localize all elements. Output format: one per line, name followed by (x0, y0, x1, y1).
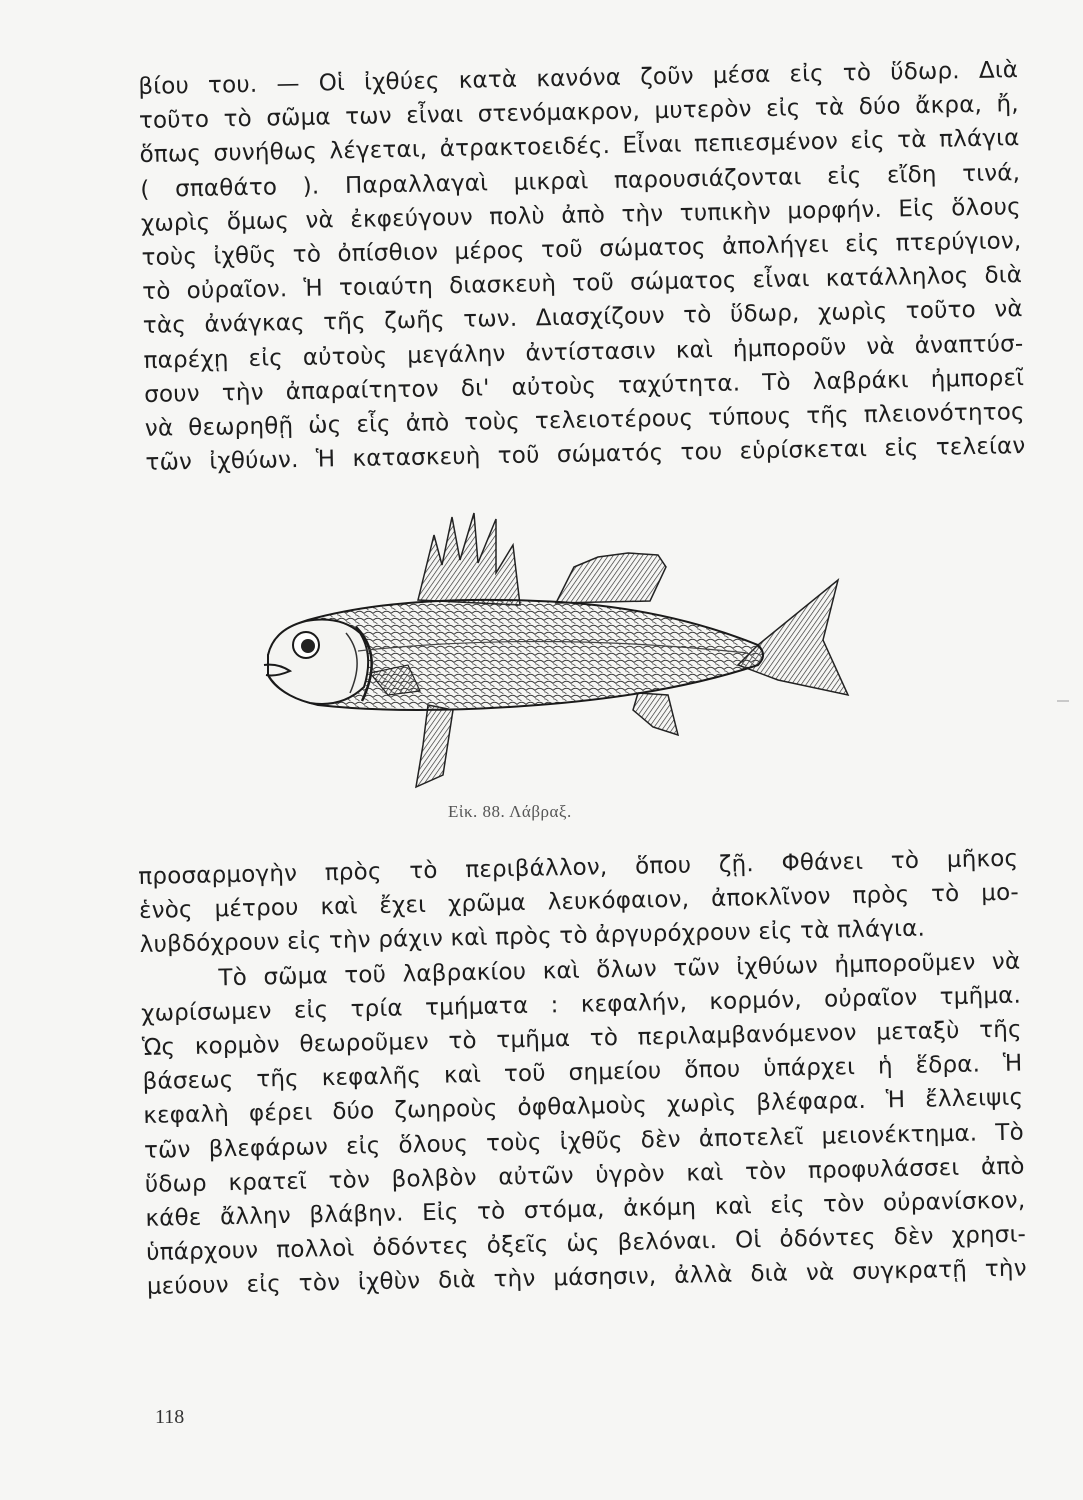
text-line: χωρίσωμεν εἰς τρία τμήματα : κεφαλήν, κορμόν, οὐραῖον τμῆμα. (140, 982, 1022, 1027)
text-line: κεφαλὴ φέρει δύο ζωηροὺς ὀφθαλμοὺς χωρὶς βλέφαρα. Ἡ ἔλλειψις (143, 1084, 1024, 1130)
text-line: νὰ θεωρηθῇ ὡς εἷς ἀπὸ τοὺς τελειοτέρους τύπους τῆς πλειονότητος (144, 399, 1025, 442)
text-line: λυβδόχρουν εἰς τὴν ράχιν καὶ πρὸς τὸ ἀργυρόχρουν εἰς τὰ πλάγια. (139, 915, 926, 959)
paragraph-bottom (138, 842, 1027, 1305)
text-line: βάσεως τῆς κεφαλῆς καὶ τοῦ σημείου ὅπου ὑπάρχει ἡ ἕδρα. Ἡ (142, 1050, 1023, 1096)
paragraph-top (138, 53, 1026, 480)
text-line: σουν τὴν ἀπαραίτητον δι' αὐτοὺς ταχύτητα. Τὸ λαβράκι ἠμπορεῖ (143, 364, 1025, 408)
anal-fin (633, 693, 678, 735)
text-line: Τὸ σῶμα τοῦ λαβρακίου καὶ ὅλων τῶν ἰχθύων ἠμποροῦμεν νὰ (218, 948, 1021, 991)
tail-fin (738, 580, 848, 695)
text-line: τῶν βλεφάρων εἰς ὅλους τοὺς ἰχθῦς δὲν ἀποτελεῖ μειονέκτημα. Τὸ (143, 1119, 1025, 1164)
fish-head (268, 620, 368, 704)
text-line: τοὺς ἰχθῦς τὸ ὀπίσθιον μέρος τοῦ σώματος ἀπολήγει εἰς πτερύγιον, (141, 228, 1022, 271)
text-line: ἑνὸς μέτρου καὶ ἔχει χρῶμα λευκόφαιον, ἀποκλῖνον πρὸς τὸ μο- (138, 879, 1020, 925)
text-line: μεύουν εἰς τὸν ἰχθὺν διὰ τὴν μάσησιν, ἀλλὰ διὰ νὰ συγκρατῇ τὴν (146, 1255, 1028, 1301)
text-line: τὸ οὐραῖον. Ἡ τοιαύτη διασκευὴ τοῦ σώματος εἶναι κατάλληλος διὰ (142, 262, 1023, 306)
text-line: βίου του. — Οἱ ἰχθύες κατὰ κανόνα ζοῦν μέσα εἰς τὸ ὕδωρ. Διὰ (138, 57, 1019, 100)
text-line: τοῦτο τὸ σῶμα των εἶναι στενόμακρον, μυτερὸν εἰς τὰ δύο ἄκρα, ἤ, (138, 91, 1020, 135)
dorsal-fin-spiny (418, 513, 520, 605)
text-line: τὰς ἀνάγκας τῆς ζωῆς των. Διασχίζουν τὸ ὕδωρ, χωρὶς τοῦτο νὰ (142, 296, 1024, 340)
text-line: χωρὶς ὅμως νὰ ἐκφεύγουν πολὺ ἀπὸ τὴν τυπικὴν μορφήν. Εἰς ὅλους (140, 193, 1022, 237)
text-line: ( σπαθάτο ). Παραλλαγαὶ μικραὶ παρουσιάζονται εἰς εἴδη τινά, (140, 159, 1021, 203)
text-line: τῶν ἰχθύων. Ἡ κατασκευὴ τοῦ σώματός του εὑρίσκεται εἰς τελείαν (145, 433, 1026, 477)
pelvic-fin (416, 705, 453, 787)
text-line: προσαρμογὴν πρὸς τὸ περιβάλλον, ὅπου ζῇ. Φθάνει τὸ μῆκος (138, 845, 1019, 890)
text-line: ὕδωρ κρατεῖ τὸν βολβὸν αὐτῶν ὑγρὸν καὶ τὸν προφυλάσσει ἀπὸ (144, 1153, 1025, 1198)
page-number: 118 (155, 1406, 185, 1428)
dorsal-fin-soft (556, 553, 666, 603)
margin-mark (1057, 700, 1069, 702)
text-line: παρέχῃ εἰς αὐτοὺς μεγάλην ἀντίστασιν καὶ ἠμποροῦν νὰ ἀναπτύσ- (143, 330, 1024, 374)
figure-caption: Εἰκ. 88. Λάβραξ. (448, 802, 572, 821)
text-line: κάθε ἄλλην βλάβην. Εἰς τὸ στόμα, ἀκόμη καὶ εἰς τὸν οὐρανίσκον, (145, 1187, 1026, 1232)
text-line: ὅπως συνήθως λέγεται, ἀτρακτοειδές. Εἶναι πεπιεσμένον εἰς τὰ πλάγια (139, 125, 1020, 169)
sea-bass-illustration (238, 505, 878, 815)
text-line: ὑπάρχουν πολλοὶ ὀδόντες ὀξεῖς ὡς βελόναι. Οἱ ὀδόντες δὲν χρησι- (145, 1221, 1027, 1267)
text-line: Ὡς κορμὸν θεωροῦμεν τὸ τμῆμα τὸ περιλαμβανόμενον μεταξὺ τῆς (141, 1016, 1023, 1061)
